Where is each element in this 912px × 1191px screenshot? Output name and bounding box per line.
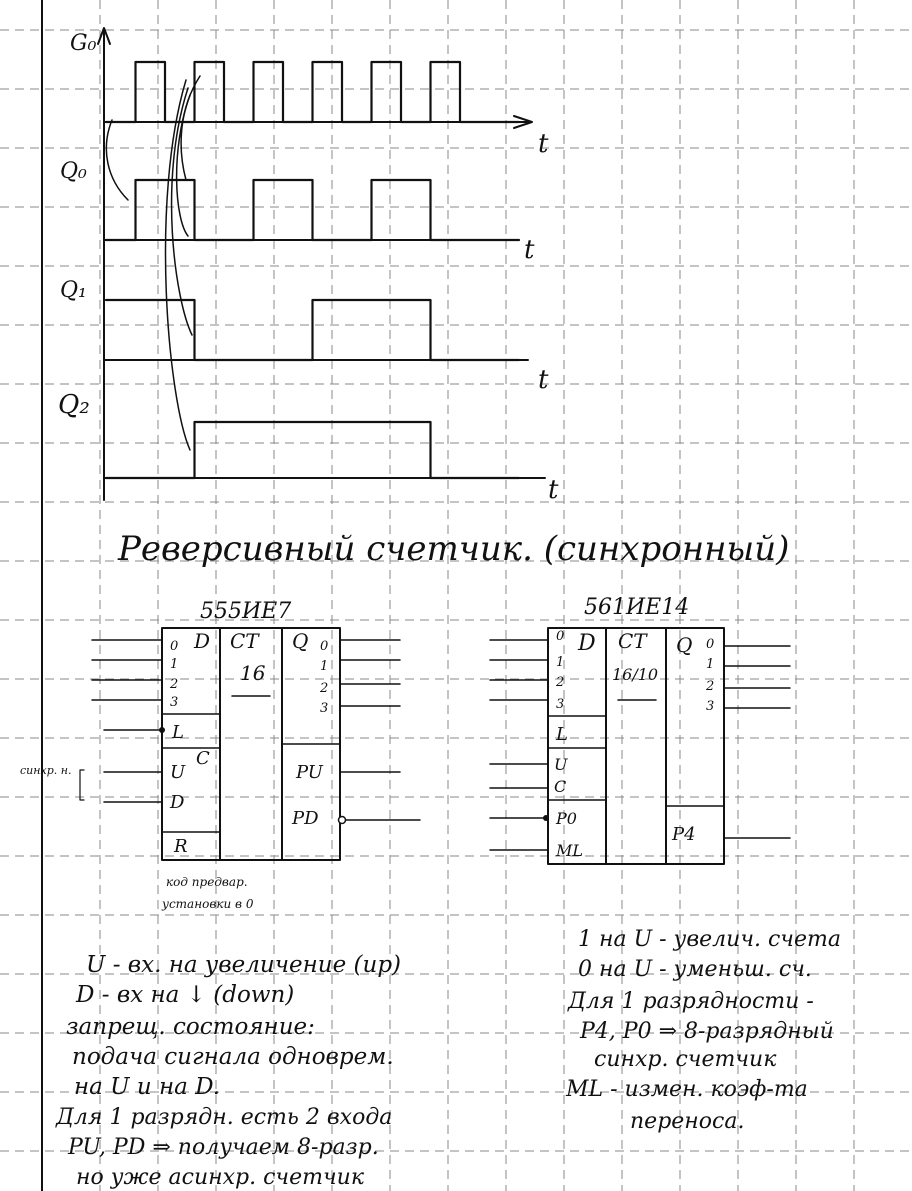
note-right-3: Для 1 разрядности -	[568, 989, 814, 1014]
note-left-1: U - вх. на увеличение (up)	[86, 952, 402, 978]
note-right-6: ML - измен. коэф-та	[566, 1077, 808, 1102]
chip-561ie14	[490, 595, 790, 864]
chip-1-q-label: Q	[292, 629, 309, 653]
chip-1-type: CT	[230, 629, 259, 653]
chip-1-out-0: 0	[320, 639, 329, 654]
notes-left	[55, 952, 401, 1190]
chip-1-ctrl-d: D	[170, 792, 185, 813]
chip-2-type: CT	[618, 629, 647, 653]
chip-1-ctrl-l: L	[172, 722, 184, 743]
chip-1-modulus: 16	[240, 661, 266, 685]
note-left-5: на U и на D.	[74, 1074, 221, 1100]
axis-label-t-4: t	[548, 475, 559, 505]
chip-1-side-note: синхр. н.	[20, 764, 72, 777]
chip-1-ctrl-r: R	[174, 836, 188, 857]
note-left-8: но уже асинхр. счетчик	[76, 1165, 364, 1190]
chip-2-body	[548, 628, 724, 864]
signal-label-q1: Q₁	[60, 278, 87, 303]
chip-1-in-1: 1	[170, 657, 179, 672]
note-left-2: D - вх на ↓ (down)	[76, 982, 295, 1008]
axis-label-t-1: t	[538, 129, 549, 159]
chip-1-out-3: 3	[320, 701, 329, 716]
chip-555ie7	[20, 599, 420, 911]
axis-label-t-2: t	[524, 235, 535, 265]
note-left-6: Для 1 разрядн. есть 2 входа	[56, 1105, 393, 1130]
signal-label-g0: G₀	[70, 31, 97, 56]
chip-2-name: 561ИЕ14	[584, 595, 690, 620]
chip-1-bottom-note-2: установки в 0	[162, 897, 254, 911]
waveform-3	[106, 422, 519, 478]
signal-label-q0: Q₀	[60, 159, 87, 184]
arrow-g0-q0-1	[106, 120, 128, 200]
chip-2-d-label: D	[578, 631, 596, 656]
chip-2-modulus: 16/10	[612, 665, 659, 684]
chip-2-out-1: 1	[706, 657, 715, 672]
chip-1-ctrl-u: U	[170, 762, 186, 783]
chip-1-side-brace	[80, 770, 84, 800]
axis-label-t-3: t	[538, 365, 549, 395]
chip-2-out-0: 0	[706, 637, 715, 652]
note-left-4: подача сигнала одноврем.	[72, 1044, 394, 1070]
note-right-1: 1 на U - увелич. счета	[578, 927, 841, 952]
note-right-7: переноса.	[630, 1109, 745, 1134]
chip-1-bottom-note-1: код предвар.	[166, 875, 248, 889]
chip-2-ctrl-c: C	[554, 777, 567, 796]
chip-2-ctrl-l: L	[556, 724, 568, 745]
chip-2-ctrl-p0: P0	[556, 809, 577, 828]
chip-2-ctrl-p4: P4	[672, 824, 696, 845]
edge-arrows	[106, 76, 200, 450]
chip-2-in-3: 3	[556, 697, 565, 712]
chip-1-d-label: D	[194, 629, 211, 653]
note-left-7: PU, PD ⇒ получаем 8-разр.	[68, 1135, 379, 1160]
signal-waveforms	[106, 62, 519, 478]
chip-1-c-label: C	[196, 748, 210, 769]
note-right-2: 0 на U - уменьш. сч.	[578, 957, 812, 982]
chip-1-in-3: 3	[170, 695, 179, 710]
chip-1-ctrl-pd: PD	[292, 808, 319, 829]
note-right-5: синхр. счетчик	[594, 1047, 777, 1072]
chip-1-out-2: 2	[320, 681, 329, 696]
heading: Реверсивный счетчик. (синхронный)	[118, 529, 790, 569]
chip-2-out-2: 2	[706, 679, 715, 694]
chip-1-in-0: 0	[170, 639, 179, 654]
signal-label-q2: Q₂	[58, 390, 90, 420]
chip-2-q-label: Q	[676, 633, 693, 657]
chip-1-name: 555ИЕ7	[200, 599, 292, 624]
arrow-g0-q2	[166, 80, 190, 450]
chip-2-in-2: 2	[556, 675, 565, 690]
chip-1-ctrl-pu: PU	[296, 762, 323, 783]
chip-2-in-1: 1	[556, 655, 565, 670]
note-left-3: запрещ. состояние:	[66, 1014, 315, 1040]
chip-2-out-3: 3	[706, 699, 715, 714]
note-right-4: P4, P0 ⇒ 8-разрядный	[580, 1019, 834, 1044]
notes-right	[565, 927, 841, 1134]
chip-1-out-1: 1	[320, 659, 329, 674]
chip-2-in-0: 0	[556, 629, 565, 644]
arrow-g0-q0-3	[181, 76, 200, 180]
chip-1-in-2: 2	[170, 677, 179, 692]
chip-2-ctrl-ml: ML	[556, 841, 584, 860]
waveform-0	[106, 62, 519, 122]
chip-2-ctrl-u: U	[554, 755, 568, 774]
